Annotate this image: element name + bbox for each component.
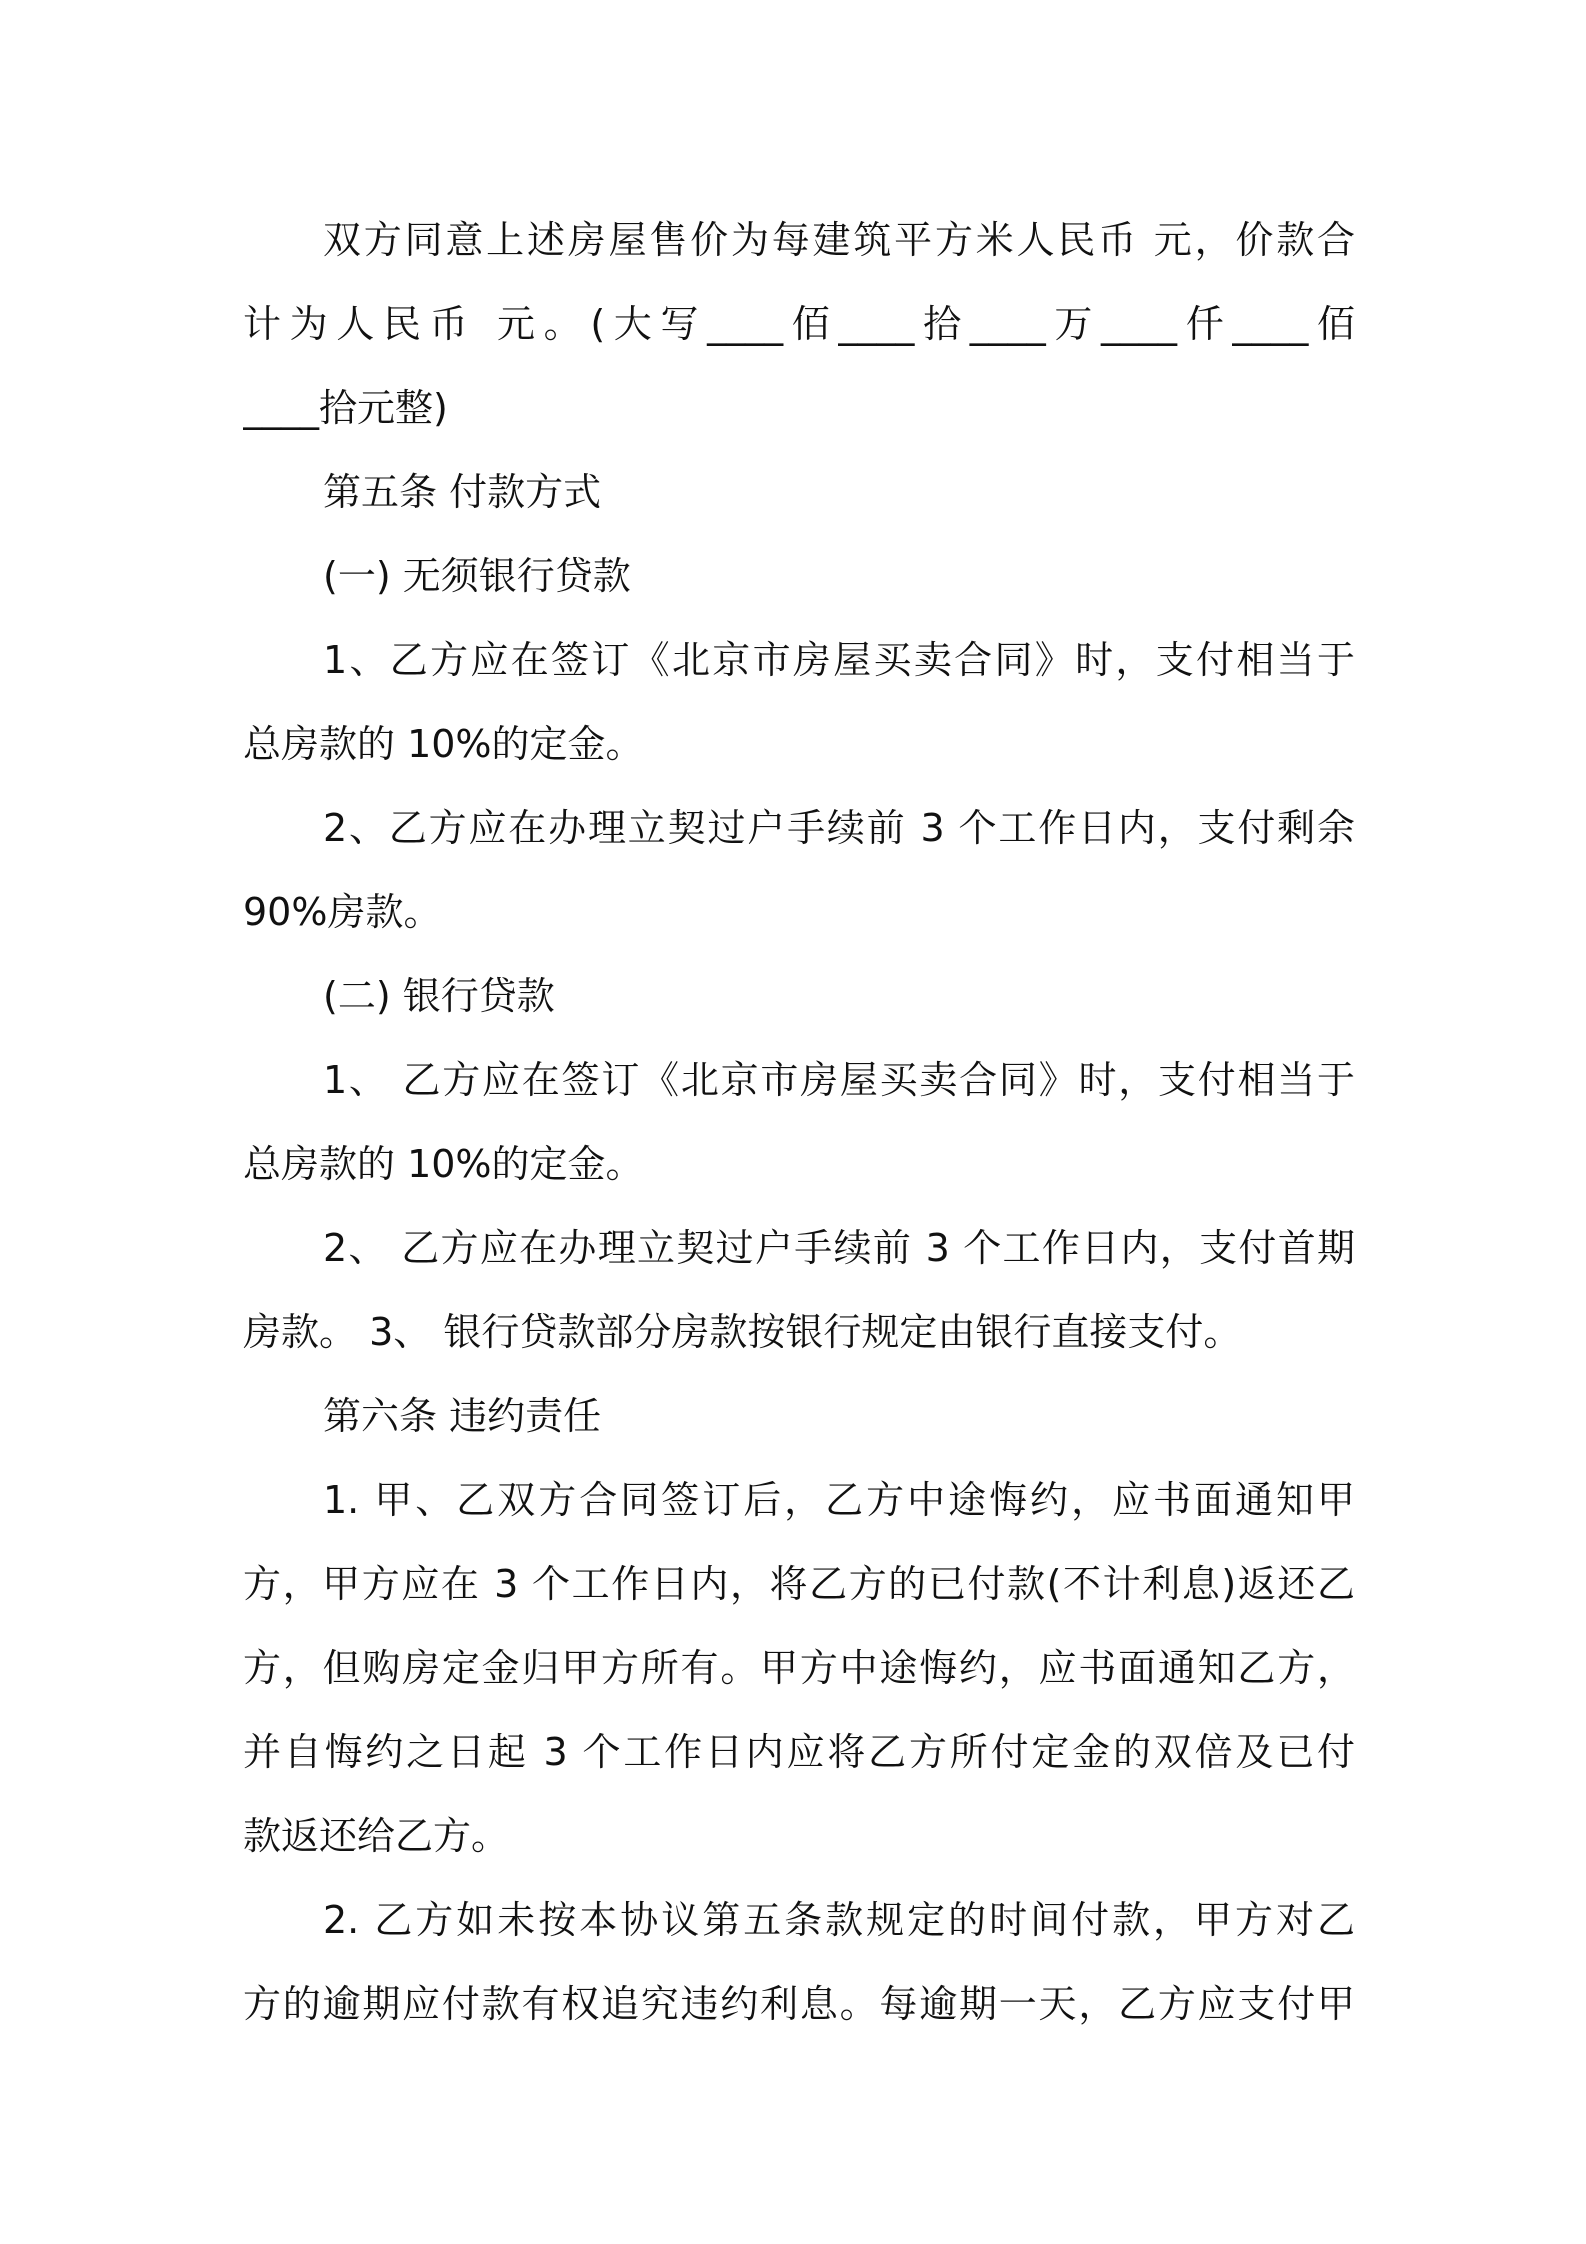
text-line: 总房款的 10%的定金。 [243, 1142, 644, 1186]
text-line: 计为人民币 元。(大写____佰____拾____万____仟____佰 [243, 302, 1355, 346]
text-line: 2、乙方应在办理立契过户手续前 3 个工作日内，支付剩余 [323, 806, 1355, 850]
text-line: (二) 银行贷款 [323, 974, 555, 1018]
text-line: (一) 无须银行贷款 [323, 554, 631, 598]
text-line: 方的逾期应付款有权追究违约利息。每逾期一天，乙方应支付甲 [243, 1982, 1355, 2026]
text-line: 2. 乙方如未按本协议第五条款规定的时间付款，甲方对乙 [323, 1898, 1355, 1942]
text-line: 并自悔约之日起 3 个工作日内应将乙方所付定金的双倍及已付 [243, 1730, 1355, 1774]
text-line: 款返还给乙方。 [243, 1814, 510, 1858]
text-line: 2、 乙方应在办理立契过户手续前 3 个工作日内，支付首期 [323, 1226, 1355, 1270]
text-line: 方，但购房定金归甲方所有。甲方中途悔约，应书面通知乙方， [243, 1646, 1355, 1690]
text-line: 1. 甲、乙双方合同签订后，乙方中途悔约，应书面通知甲 [323, 1478, 1355, 1522]
text-line: 90%房款。 [243, 890, 442, 934]
text-line: 双方同意上述房屋售价为每建筑平方米人民币 元，价款合 [323, 218, 1355, 262]
text-line: 1、 乙方应在签订《北京市房屋买卖合同》时，支付相当于 [323, 1058, 1355, 1102]
text-line: 房款。 3、 银行贷款部分房款按银行规定由银行直接支付。 [243, 1310, 1242, 1354]
text-line: 1、乙方应在签订《北京市房屋买卖合同》时，支付相当于 [323, 638, 1355, 682]
text-line: ____拾元整) [243, 386, 448, 430]
text-line: 方，甲方应在 3 个工作日内，将乙方的已付款(不计利息)返还乙 [243, 1562, 1355, 1606]
text-line: 第五条 付款方式 [323, 470, 602, 514]
text-line: 第六条 违约责任 [323, 1394, 602, 1438]
document-body [243, 198, 1355, 2046]
text-line: 总房款的 10%的定金。 [243, 722, 644, 766]
